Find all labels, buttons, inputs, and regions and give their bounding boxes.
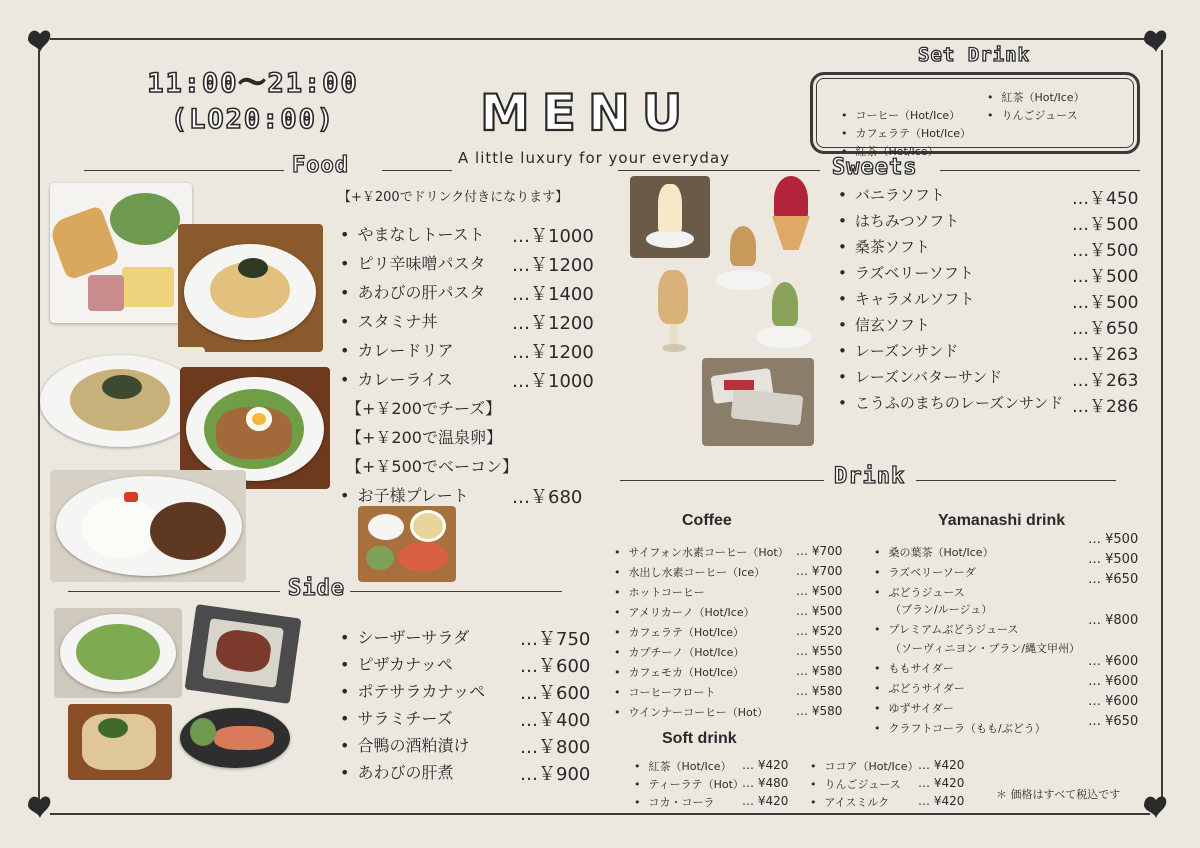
yamanashi-item-price: … ¥500 bbox=[1088, 532, 1139, 547]
food-item-name: • ピリ辛味噌パスタ bbox=[340, 251, 485, 274]
coffee-item-price: … ¥500 bbox=[796, 584, 843, 598]
opening-hours bbox=[128, 66, 378, 138]
corner-ornament-top-right bbox=[1140, 24, 1174, 58]
tagline: A little luxury for your everyday bbox=[458, 149, 731, 167]
set-drink-item: • りんごジュース bbox=[987, 107, 1078, 123]
sweets-item-name: • はちみつソフト bbox=[838, 210, 959, 231]
soft-item-price: … ¥420 bbox=[918, 758, 965, 772]
corner-ornament-bottom-left bbox=[24, 790, 58, 824]
food-item-price: …￥1000 bbox=[512, 226, 594, 247]
side-item-price: …￥900 bbox=[520, 764, 591, 785]
side-photo-caesar-salad bbox=[54, 608, 182, 698]
food-item-price: …￥1400 bbox=[512, 284, 594, 305]
soft-drink-heading: Soft drink bbox=[662, 730, 737, 747]
coffee-item-price: … ¥580 bbox=[796, 704, 843, 718]
soft-item-price: … ¥420 bbox=[918, 794, 965, 808]
yamanashi-item-name: • ももサイダー bbox=[874, 660, 954, 676]
food-item-name: • やまなしトースト bbox=[340, 222, 485, 245]
yamanashi-item-price: … ¥600 bbox=[1088, 654, 1139, 669]
sweets-item-price: …￥500 bbox=[1072, 293, 1139, 313]
yamanashi-item-price: … ¥500 bbox=[1088, 552, 1139, 567]
coffee-item-name: • カフェモカ（Hot/Ice） bbox=[614, 664, 744, 680]
set-drink-item: • 紅茶（Hot/Ice） bbox=[987, 89, 1085, 105]
side-item-price: …￥600 bbox=[520, 656, 591, 677]
yamanashi-item-name: • プレミアムぶどうジュース bbox=[874, 621, 1019, 637]
list-item-sub: （ソーヴィニヨン・ブラン/縄文甲州） bbox=[890, 642, 1081, 655]
coffee-item-price: … ¥520 bbox=[796, 624, 843, 638]
sweets-item-price: …￥650 bbox=[1072, 319, 1139, 339]
yamanashi-item-price: … ¥650 bbox=[1088, 714, 1139, 729]
yamanashi-heading: Yamanashi drink bbox=[938, 512, 1066, 529]
soft-item-name: • りんごジュース bbox=[810, 776, 901, 792]
corner-ornament-top-left bbox=[24, 24, 58, 58]
yamanashi-item-name: • ぶどうジュース bbox=[874, 584, 965, 600]
food-option: 【+￥500でベーコン】 bbox=[346, 457, 518, 476]
drink-rule-left bbox=[620, 480, 824, 481]
set-drink-heading: Set Drink bbox=[918, 44, 1030, 66]
food-photo-miso-pasta bbox=[178, 224, 323, 352]
sweets-item-name: • レーズンサンド bbox=[838, 340, 958, 361]
sweets-item-name: • キャラメルソフト bbox=[838, 288, 974, 309]
food-item-price: …￥1200 bbox=[512, 313, 594, 334]
food-item-name: • あわびの肝パスタ bbox=[340, 280, 485, 303]
side-rule-left bbox=[68, 591, 280, 592]
hours-last-order: (LO20:00) bbox=[170, 104, 336, 135]
food-heading: Food bbox=[292, 153, 349, 178]
yamanashi-item-price: … ¥600 bbox=[1088, 694, 1139, 709]
sweets-photo-shingen bbox=[654, 270, 694, 360]
yamanashi-item-name: • ラズベリーソーダ bbox=[874, 564, 976, 580]
coffee-item-name: • カフェラテ（Hot/Ice） bbox=[614, 624, 744, 640]
soft-item-name: • ティーラテ（Hot） bbox=[634, 776, 744, 792]
frame-bottom bbox=[50, 813, 1150, 815]
sweets-item-price: …￥500 bbox=[1072, 241, 1139, 261]
food-photo-toast bbox=[50, 183, 192, 323]
food-item-price: …￥1200 bbox=[512, 255, 594, 276]
yamanashi-item-name: • 桑の葉茶（Hot/Ice） bbox=[874, 544, 994, 560]
food-rule-right bbox=[382, 170, 452, 171]
sweets-photo-kuwacha bbox=[756, 280, 812, 352]
list-item-sub: （ブラン/ルージュ） bbox=[890, 603, 993, 616]
side-photo-salami-cheese bbox=[185, 604, 302, 704]
yamanashi-item-price: … ¥650 bbox=[1088, 572, 1139, 587]
coffee-item-name: • カプチーノ（Hot/Ice） bbox=[614, 644, 744, 660]
drink-heading: Drink bbox=[834, 464, 906, 489]
food-item-name: • カレーライス bbox=[340, 367, 453, 390]
sweets-item-price: …￥286 bbox=[1072, 397, 1139, 417]
food-photo-curry-rice bbox=[50, 470, 246, 582]
set-drink-item: • カフェラテ（Hot/Ice） bbox=[841, 125, 971, 141]
coffee-item-price: … ¥550 bbox=[796, 644, 843, 658]
soft-item-name: • ココア（Hot/Ice） bbox=[810, 758, 919, 774]
soft-item-price: … ¥420 bbox=[918, 776, 965, 790]
sweets-item-price: …￥450 bbox=[1072, 189, 1139, 209]
menu-title: MENU bbox=[480, 84, 695, 142]
coffee-item-price: … ¥580 bbox=[796, 664, 843, 678]
soft-item-name: • 紅茶（Hot/Ice） bbox=[634, 758, 732, 774]
drink-rule-right bbox=[916, 480, 1116, 481]
side-item-name: • サラミチーズ bbox=[340, 706, 453, 729]
sweets-rule-right bbox=[940, 170, 1140, 171]
yamanashi-item-name: • クラフトコーラ（もも/ぶどう） bbox=[874, 720, 1046, 736]
kids-plate-name: • お子様プレート bbox=[340, 483, 469, 506]
coffee-item-name: • ウインナーコーヒー（Hot） bbox=[614, 704, 768, 720]
soft-item-name: • コカ・コーラ bbox=[634, 794, 715, 810]
sweets-photo-raspberry bbox=[766, 176, 816, 252]
sweets-item-price: …￥263 bbox=[1072, 371, 1139, 391]
coffee-item-name: • コーヒーフロート bbox=[614, 684, 716, 700]
side-item-name: • あわびの肝煮 bbox=[340, 760, 453, 783]
side-photo-canape bbox=[68, 704, 172, 780]
frame-top bbox=[50, 38, 1150, 40]
soft-item-price: … ¥420 bbox=[742, 758, 789, 772]
sweets-item-name: • レーズンバターサンド bbox=[838, 366, 1002, 387]
corner-ornament-bottom-right bbox=[1140, 790, 1174, 824]
food-photo-kids-plate bbox=[358, 506, 456, 582]
sweets-item-price: …￥500 bbox=[1072, 267, 1139, 287]
food-item-price: …￥1200 bbox=[512, 342, 594, 363]
sweets-item-price: …￥500 bbox=[1072, 215, 1139, 235]
tax-note: ＊ 価格はすべて税込です bbox=[996, 788, 1121, 801]
sweets-item-name: • こうふのまちのレーズンサンド bbox=[838, 392, 1063, 413]
soft-item-price: … ¥420 bbox=[742, 794, 789, 808]
side-rule-right bbox=[350, 591, 562, 592]
frame-right bbox=[1161, 50, 1163, 802]
coffee-item-name: • ホットコーヒー bbox=[614, 584, 705, 600]
food-item-price: …￥1000 bbox=[512, 371, 594, 392]
side-item-price: …￥400 bbox=[520, 710, 591, 731]
sweets-rule-left bbox=[618, 170, 820, 171]
kids-plate-price: …￥680 bbox=[512, 487, 583, 508]
sweets-photo-raisin-sand bbox=[702, 358, 814, 446]
yamanashi-item-name: • ぶどうサイダー bbox=[874, 680, 965, 696]
yamanashi-item-name: • ゆずサイダー bbox=[874, 700, 954, 716]
food-rule-left bbox=[84, 170, 284, 171]
sweets-photo-vanilla bbox=[630, 176, 710, 258]
coffee-item-price: … ¥700 bbox=[796, 544, 843, 558]
set-drink-item: • コーヒー（Hot/Ice） bbox=[841, 107, 960, 123]
soft-item-name: • アイスミルク bbox=[810, 794, 889, 810]
food-option: 【+￥200でチーズ】 bbox=[346, 399, 502, 418]
coffee-item-price: … ¥500 bbox=[796, 604, 843, 618]
food-drink-note: 【+￥200でドリンク付きになります】 bbox=[338, 190, 569, 205]
side-item-price: …￥600 bbox=[520, 683, 591, 704]
sweets-item-name: • 信玄ソフト bbox=[838, 314, 930, 335]
sweets-item-price: …￥263 bbox=[1072, 345, 1139, 365]
coffee-item-price: … ¥580 bbox=[796, 684, 843, 698]
sweets-item-name: • ラズベリーソフト bbox=[838, 262, 974, 283]
hours-open: 11:00～21:00 bbox=[147, 68, 359, 99]
sweets-item-name: • バニラソフト bbox=[838, 184, 945, 205]
side-photo-duck bbox=[180, 708, 292, 770]
food-option: 【+￥200で温泉卵】 bbox=[346, 428, 502, 447]
side-item-name: • 合鴨の酒粕漬け bbox=[340, 733, 469, 756]
coffee-item-name: • アメリカーノ（Hot/Ice） bbox=[614, 604, 755, 620]
set-drink-box bbox=[810, 72, 1140, 158]
coffee-item-name: • 水出し水素コーヒー（Ice） bbox=[614, 564, 765, 580]
side-heading: Side bbox=[288, 576, 345, 601]
sweets-item-name: • 桑茶ソフト bbox=[838, 236, 930, 257]
coffee-item-price: … ¥700 bbox=[796, 564, 843, 578]
food-item-name: • カレードリア bbox=[340, 338, 453, 361]
side-item-name: • ポテサラカナッペ bbox=[340, 679, 485, 702]
side-item-price: …￥800 bbox=[520, 737, 591, 758]
yamanashi-item-price: … ¥800 bbox=[1088, 613, 1139, 628]
soft-item-price: … ¥480 bbox=[742, 776, 789, 790]
side-item-name: • シーザーサラダ bbox=[340, 625, 469, 648]
coffee-heading: Coffee bbox=[682, 512, 732, 529]
side-item-name: • ピザカナッペ bbox=[340, 652, 453, 675]
food-item-name: • スタミナ丼 bbox=[340, 309, 437, 332]
set-drink-item: • 紅茶（Hot/Ice） bbox=[841, 143, 939, 159]
side-item-price: …￥750 bbox=[520, 629, 591, 650]
yamanashi-item-price: … ¥600 bbox=[1088, 674, 1139, 689]
sweets-heading: Sweets bbox=[832, 155, 918, 180]
coffee-item-name: • サイフォン水素コーヒー（Hot） bbox=[614, 544, 789, 560]
